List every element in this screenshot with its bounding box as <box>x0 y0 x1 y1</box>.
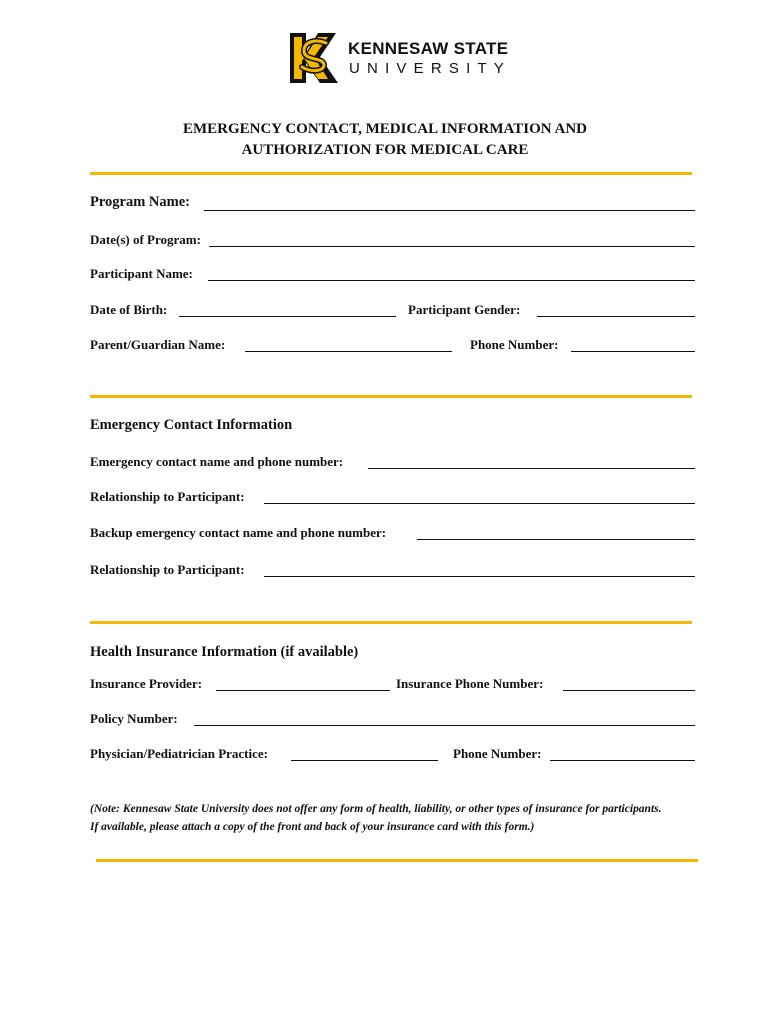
program-dates-label: Date(s) of Program: <box>90 232 201 247</box>
date-of-birth-label: Date of Birth: <box>90 302 168 317</box>
backup-relationship-label: Relationship to Participant: <box>90 562 245 577</box>
divider-rule <box>96 859 698 862</box>
participant-name-line[interactable] <box>208 280 695 281</box>
insurance-provider-field[interactable] <box>90 676 390 694</box>
policy-number-field[interactable] <box>90 711 695 729</box>
program-dates-line[interactable] <box>209 246 695 247</box>
insurance-provider-label: Insurance Provider: <box>90 676 203 691</box>
relationship-label: Relationship to Participant: <box>90 489 245 504</box>
relationship-line[interactable] <box>264 503 695 504</box>
program-name-label: Program Name: <box>90 194 190 210</box>
policy-number-line[interactable] <box>194 725 695 726</box>
guardian-phone-field[interactable] <box>470 337 695 355</box>
divider-rule <box>90 621 692 624</box>
relationship-field[interactable] <box>90 489 695 507</box>
emergency-contact-line[interactable] <box>368 468 695 469</box>
participant-gender-field[interactable] <box>408 302 695 320</box>
insurance-note <box>90 800 730 836</box>
physician-practice-field[interactable] <box>90 746 438 764</box>
guardian-phone-label: Phone Number: <box>470 337 559 352</box>
backup-contact-line[interactable] <box>417 539 695 540</box>
guardian-name-line[interactable] <box>245 351 452 352</box>
backup-contact-field[interactable] <box>90 525 695 543</box>
participant-gender-line[interactable] <box>537 316 695 317</box>
backup-relationship-field[interactable] <box>90 562 695 580</box>
divider-rule <box>90 395 692 398</box>
divider-rule <box>90 172 692 175</box>
participant-name-field[interactable] <box>90 266 695 284</box>
form-title-line-2: AUTHORIZATION FOR MEDICAL CARE <box>241 142 529 158</box>
university-name: KENNESAW STATE <box>348 39 509 58</box>
guardian-phone-line[interactable] <box>571 351 695 352</box>
insurance-heading: Health Insurance Information (if available) <box>90 644 359 660</box>
physician-practice-label: Physician/Pediatrician Practice: <box>90 746 268 761</box>
date-of-birth-field[interactable] <box>90 302 396 320</box>
emergency-heading: Emergency Contact Information <box>90 417 293 433</box>
backup-relationship-line[interactable] <box>264 576 695 577</box>
guardian-name-field[interactable] <box>90 337 452 355</box>
insurance-provider-line[interactable] <box>216 690 390 691</box>
emergency-contact-field[interactable] <box>90 454 695 472</box>
participant-gender-label: Participant Gender: <box>408 302 521 317</box>
physician-phone-line[interactable] <box>550 760 695 761</box>
insurance-phone-label: Insurance Phone Number: <box>396 676 544 691</box>
program-name-field[interactable] <box>90 194 695 212</box>
date-of-birth-line[interactable] <box>179 316 396 317</box>
insurance-phone-field[interactable] <box>396 676 695 694</box>
policy-number-label: Policy Number: <box>90 711 178 726</box>
program-name-line[interactable] <box>204 210 695 211</box>
university-subtitle: UNIVERSITY <box>349 60 512 77</box>
guardian-name-label: Parent/Guardian Name: <box>90 337 226 352</box>
physician-phone-label: Phone Number: <box>453 746 542 761</box>
insurance-phone-line[interactable] <box>563 690 695 691</box>
ksu-monogram-icon <box>286 29 342 87</box>
physician-practice-line[interactable] <box>291 760 438 761</box>
backup-contact-label: Backup emergency contact name and phone number: <box>90 525 387 540</box>
physician-phone-field[interactable] <box>453 746 695 764</box>
emergency-contact-label: Emergency contact name and phone number: <box>90 454 344 469</box>
insurance-note-line-1: (Note: Kennesaw State University does not offer any form of health, liability, or other types of insurance for participants. <box>90 803 662 815</box>
program-dates-field[interactable] <box>90 232 695 250</box>
form-title-line-1: EMERGENCY CONTACT, MEDICAL INFORMATION AND <box>182 121 588 137</box>
participant-name-label: Participant Name: <box>90 266 193 281</box>
insurance-note-line-2: If available, please attach a copy of the front and back of your insurance card with this form.) <box>90 821 535 833</box>
